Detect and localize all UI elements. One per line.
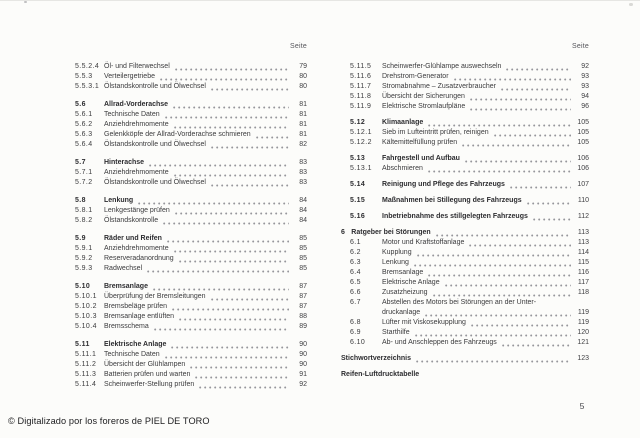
toc-entry-title: Scheinwerfer-Glühlampe auswechseln xyxy=(382,63,502,70)
toc-rows-right xyxy=(341,62,589,380)
toc-entry xyxy=(75,264,307,274)
toc-entry-number: 5.10.3 xyxy=(75,313,97,320)
toc-entry-page: 110 xyxy=(577,197,589,204)
toc-group xyxy=(341,62,589,112)
toc-entry-number: 6.9 xyxy=(350,329,361,336)
toc-entry-title: Inbetriebnahme des stillgelegten Fahrzeugs xyxy=(382,213,528,220)
dot-leader xyxy=(174,250,289,253)
toc-entry-page: 106 xyxy=(577,155,589,162)
toc-entry xyxy=(341,318,589,328)
dot-leader xyxy=(256,136,289,139)
toc-entry-page: 85 xyxy=(299,265,307,272)
toc-entry-title: Lenkung xyxy=(104,197,134,204)
toc-group xyxy=(341,196,589,206)
toc-entry xyxy=(75,244,307,254)
toc-entry xyxy=(341,164,589,174)
toc-entry xyxy=(341,138,589,148)
toc-entry-title: Technische Daten xyxy=(104,351,160,358)
toc-entry xyxy=(75,206,307,216)
toc-entry xyxy=(75,120,307,130)
toc-entry-page: 119 xyxy=(577,319,589,326)
dot-leader xyxy=(175,212,289,215)
toc-entry-page: 84 xyxy=(299,197,307,204)
toc-entry-title: Scheinwerfer-Stellung prüfen xyxy=(104,381,195,388)
seite-column-header: Seite xyxy=(572,43,589,50)
toc-entry-page: 84 xyxy=(299,207,307,214)
dot-leader xyxy=(211,88,289,91)
toc-entry xyxy=(341,128,589,138)
toc-entry-number: 5.11.4 xyxy=(75,381,97,388)
toc-entry-page: 83 xyxy=(299,169,307,176)
toc-entry-page: 81 xyxy=(299,101,307,108)
toc-entry-title: Klimaanlage xyxy=(382,119,424,126)
toc-entry-number: 5.9.1 xyxy=(75,245,93,252)
dot-leader xyxy=(153,288,289,291)
toc-entry-title: Bremsanlage xyxy=(104,283,148,290)
toc-entry-title: Allrad-Vorderachse xyxy=(104,101,169,108)
toc-entry-number: 6.2 xyxy=(350,249,361,256)
toc-entry xyxy=(341,328,589,338)
toc-entry-title: Verteilergetriebe xyxy=(104,73,155,80)
dot-leader xyxy=(501,88,571,91)
toc-entry xyxy=(75,158,307,168)
toc-entry-number: 6 xyxy=(341,229,346,236)
toc-entry-number: 5.11.2 xyxy=(75,361,97,368)
toc-entry-title: Elektrische Anlage xyxy=(104,341,167,348)
dot-leader xyxy=(510,186,571,189)
toc-entry xyxy=(75,254,307,264)
toc-entry-title: Technische Daten xyxy=(104,111,160,118)
dot-leader xyxy=(433,294,571,297)
toc-column-left xyxy=(75,42,307,390)
toc-entry-number: 5.6.1 xyxy=(75,111,93,118)
page-number: 5 xyxy=(579,401,585,411)
toc-entry-title: Motor und Kraftstoffanlage xyxy=(382,239,465,246)
dot-leader xyxy=(454,78,571,81)
toc-entry-number: 5.6.3 xyxy=(75,131,93,138)
toc-entry-page: 85 xyxy=(299,245,307,252)
toc-entry-number: 5.7.2 xyxy=(75,179,93,186)
toc-entry-page: 81 xyxy=(299,111,307,118)
toc-group xyxy=(341,354,589,364)
dot-leader xyxy=(506,68,571,71)
toc-column-right xyxy=(341,42,589,380)
toc-entry xyxy=(75,168,307,178)
dot-leader xyxy=(160,78,289,81)
toc-entry-title: Reifen-Luftdrucktabelle xyxy=(341,371,420,378)
dot-leader xyxy=(211,146,289,149)
toc-entry xyxy=(341,154,589,164)
toc-group xyxy=(341,118,589,148)
toc-entry-page: 115 xyxy=(577,259,589,266)
toc-group xyxy=(75,340,307,390)
toc-entry-title: Räder und Reifen xyxy=(104,235,162,242)
toc-entry-title: Ratgeber bei Störungen xyxy=(351,229,431,236)
toc-entry xyxy=(75,370,307,380)
toc-entry xyxy=(341,82,589,92)
toc-entry xyxy=(75,380,307,390)
dot-leader xyxy=(154,328,289,331)
toc-entry-page: 112 xyxy=(577,213,589,220)
dot-leader xyxy=(445,284,571,287)
toc-entry-title: Übersicht der Sicherungen xyxy=(382,93,465,100)
dot-leader xyxy=(416,360,571,363)
toc-entry-title: Stichwortverzeichnis xyxy=(341,355,412,362)
toc-entry-number: 6.6 xyxy=(350,289,361,296)
dot-leader xyxy=(172,308,289,311)
toc-rows-left xyxy=(75,62,307,390)
toc-entry-title: Ölstandskontrolle und Ölwechsel xyxy=(104,83,206,90)
toc-entry-number: 5.16 xyxy=(350,213,366,220)
dot-leader xyxy=(165,116,289,119)
toc-entry xyxy=(75,62,307,72)
toc-entry-number: 6.3 xyxy=(350,259,361,266)
dot-leader xyxy=(428,124,571,127)
toc-entry-page: 82 xyxy=(299,141,307,148)
toc-entry-page: 80 xyxy=(299,73,307,80)
toc-entry xyxy=(75,110,307,120)
toc-entry-number: 5.8 xyxy=(75,197,86,204)
toc-group xyxy=(341,212,589,222)
dot-leader xyxy=(428,170,571,173)
toc-entry-title: Bremsbeläge prüfen xyxy=(104,303,168,310)
toc-entry-number: 5.11.3 xyxy=(75,371,97,378)
toc-entry-number: 5.11.7 xyxy=(350,83,372,90)
toc-entry-page: 96 xyxy=(581,103,589,110)
dot-leader xyxy=(428,274,571,277)
toc-entry-number xyxy=(350,308,382,318)
toc-entry-title: druckanlage xyxy=(382,309,421,316)
toc-entry xyxy=(75,72,307,82)
toc-entry-page: 123 xyxy=(577,355,589,362)
toc-entry-title: Hinterachse xyxy=(104,159,145,166)
toc-entry-title: Anziehdrehmomente xyxy=(104,169,169,176)
dot-leader xyxy=(163,222,289,225)
toc-entry-page: 92 xyxy=(299,381,307,388)
dot-leader xyxy=(465,160,571,163)
scan-edge-line xyxy=(0,0,640,1)
toc-entry-number: 5.13 xyxy=(350,155,366,162)
toc-entry-number: 5.11.6 xyxy=(350,73,372,80)
toc-entry-title: Bremsschema xyxy=(104,323,149,330)
toc-entry xyxy=(341,278,589,288)
dot-leader xyxy=(470,98,571,101)
toc-entry xyxy=(75,350,307,360)
toc-entry xyxy=(75,140,307,150)
dot-leader xyxy=(462,144,571,147)
toc-entry xyxy=(341,72,589,82)
toc-entry-title: Sieb im Lufteintritt prüfen, reinigen xyxy=(382,129,489,136)
dot-leader xyxy=(211,184,289,187)
toc-entry-page: 87 xyxy=(299,293,307,300)
toc-entry-page: 90 xyxy=(299,361,307,368)
toc-entry-title: Elektrische Anlage xyxy=(382,279,440,286)
toc-entry-page: 83 xyxy=(299,179,307,186)
dot-leader xyxy=(195,376,289,379)
dot-leader xyxy=(417,254,571,257)
toc-entry xyxy=(75,312,307,322)
toc-entry-title: Lenkung xyxy=(382,259,409,266)
toc-entry-title: Kältemittelfüllung prüfen xyxy=(382,139,458,146)
toc-entry-title: Überprüfung der Bremsleitungen xyxy=(104,293,206,300)
toc-entry xyxy=(341,196,589,206)
toc-entry-title: Öl- und Filterwechsel xyxy=(104,63,170,70)
toc-entry-number: 5.12.1 xyxy=(350,129,372,136)
toc-entry-number: 5.7.1 xyxy=(75,169,93,176)
toc-entry-title: Abschmieren xyxy=(382,165,423,172)
toc-entry-title: Maßnahmen bei Stillegung des Fahrzeugs xyxy=(382,197,522,204)
toc-group xyxy=(75,100,307,150)
toc-entry-title: Reserveradanordnung xyxy=(104,255,174,262)
toc-entry-number: 5.7 xyxy=(75,159,86,166)
toc-group xyxy=(75,234,307,274)
toc-entry xyxy=(75,196,307,206)
toc-entry-page: 118 xyxy=(577,289,589,296)
toc-entry-page: 93 xyxy=(581,83,589,90)
toc-entry-title: Bremsanlage entlüften xyxy=(104,313,175,320)
toc-entry-page: 106 xyxy=(577,165,589,172)
toc-group xyxy=(341,228,589,348)
dot-leader xyxy=(138,202,289,205)
toc-entry xyxy=(75,82,307,92)
toc-entry-title: Anziehdrehmomente xyxy=(104,121,169,128)
toc-entry-page: 120 xyxy=(577,329,589,336)
dot-leader xyxy=(190,366,289,369)
toc-entry-title: Ölstandskontrolle xyxy=(104,217,159,224)
toc-entry-page: 113 xyxy=(577,229,589,236)
dot-leader xyxy=(171,346,289,349)
dot-leader xyxy=(199,386,289,389)
toc-entry-title: Übersicht der Glühlampen xyxy=(104,361,186,368)
toc-entry-number: 5.12.2 xyxy=(350,139,372,146)
toc-entry-title: Ölstandskontrolle und Ölwechsel xyxy=(104,179,206,186)
toc-entry-number: 6.8 xyxy=(350,319,361,326)
toc-entry-title: Lenkgestänge prüfen xyxy=(104,207,170,214)
scan-speck xyxy=(629,3,633,6)
toc-entry-title: Elektrische Stromlaufpläne xyxy=(382,103,466,110)
toc-entry-number: 5.14 xyxy=(350,181,366,188)
dot-leader xyxy=(174,174,289,177)
toc-entry-page: 84 xyxy=(299,217,307,224)
toc-entry-title: Ölstandskontrolle und Ölwechsel xyxy=(104,141,206,148)
dot-leader xyxy=(173,106,289,109)
toc-entry-number: 5.10.4 xyxy=(75,323,97,330)
toc-entry-page: 90 xyxy=(299,351,307,358)
toc-entry-title: Drehstrom-Generator xyxy=(382,73,449,80)
toc-group xyxy=(75,158,307,188)
toc-entry-number: 5.10 xyxy=(75,283,91,290)
toc-group xyxy=(341,370,589,380)
toc-entry xyxy=(75,130,307,140)
toc-entry-page: 89 xyxy=(299,323,307,330)
dot-leader xyxy=(494,134,571,137)
toc-entry xyxy=(341,298,589,308)
toc-entry-title: Starthilfe xyxy=(382,329,410,336)
toc-entry-number: 6.5 xyxy=(350,279,361,286)
toc-entry-page: 94 xyxy=(581,93,589,100)
toc-entry-page: 114 xyxy=(577,249,589,256)
toc-entry xyxy=(75,340,307,350)
toc-group xyxy=(75,282,307,332)
toc-entry-number: 5.5.2.4 xyxy=(75,63,100,70)
dot-leader xyxy=(469,244,571,247)
toc-entry-page: 119 xyxy=(577,309,589,316)
toc-entry-title: Fahrgestell und Aufbau xyxy=(382,155,460,162)
dot-leader xyxy=(470,108,571,111)
toc-entry xyxy=(341,248,589,258)
toc-entry-number: 6.7 xyxy=(350,299,361,306)
toc-entry-title: Kupplung xyxy=(382,249,412,256)
toc-entry-number: 5.8.1 xyxy=(75,207,93,214)
toc-entry-page: 87 xyxy=(299,303,307,310)
toc-entry xyxy=(341,354,589,364)
toc-entry-title: Gelenkköpfe der Allrad-Vorderachse schmieren xyxy=(104,131,251,138)
dot-leader xyxy=(533,218,571,221)
toc-entry-title: Abstellen des Motors bei Störungen an der Unter- xyxy=(382,299,537,306)
toc-entry-title: Reinigung und Pflege des Fahrzeugs xyxy=(382,181,505,188)
toc-entry-page: 105 xyxy=(577,139,589,146)
toc-entry-page: 107 xyxy=(577,181,589,188)
dot-leader xyxy=(527,202,571,205)
toc-entry-page: 91 xyxy=(299,371,307,378)
toc-entry-number: 5.6 xyxy=(75,101,86,108)
toc-entry xyxy=(75,216,307,226)
toc-group xyxy=(75,196,307,226)
toc-entry-page: 116 xyxy=(577,269,589,276)
toc-entry xyxy=(341,62,589,72)
toc-entry-page: 83 xyxy=(299,159,307,166)
toc-entry-page: 87 xyxy=(299,283,307,290)
toc-entry-page: 105 xyxy=(577,129,589,136)
toc-entry-page: 85 xyxy=(299,235,307,242)
toc-entry-page: 81 xyxy=(299,121,307,128)
toc-entry xyxy=(75,100,307,110)
toc-entry xyxy=(341,370,589,380)
toc-entry xyxy=(341,308,589,318)
toc-entry-page: 88 xyxy=(299,313,307,320)
dot-leader xyxy=(167,240,289,243)
dot-leader xyxy=(425,314,571,317)
toc-entry-page: 92 xyxy=(581,63,589,70)
toc-entry-page: 117 xyxy=(577,279,589,286)
toc-entry xyxy=(341,268,589,278)
toc-entry-title: Ab- und Anschleppen des Fahrzeugs xyxy=(382,339,497,346)
toc-entry-page: 79 xyxy=(299,63,307,70)
toc-entry-page: 121 xyxy=(577,339,589,346)
toc-entry xyxy=(341,102,589,112)
toc-entry-page: 80 xyxy=(299,83,307,90)
dot-leader xyxy=(471,324,571,327)
toc-entry-number: 5.5.3.1 xyxy=(75,83,100,90)
toc-entry-number: 5.9 xyxy=(75,235,86,242)
toc-entry-number: 6.1 xyxy=(350,239,361,246)
toc-entry-number: 5.15 xyxy=(350,197,366,204)
dot-leader xyxy=(502,344,571,347)
toc-entry-number: 5.6.4 xyxy=(75,141,93,148)
toc-group xyxy=(75,62,307,92)
dot-leader xyxy=(165,356,289,359)
dot-leader xyxy=(147,270,289,273)
toc-entry-number: 5.13.1 xyxy=(350,165,372,172)
toc-entry-number: 5.11.8 xyxy=(350,93,372,100)
toc-entry-number: 6.4 xyxy=(350,269,361,276)
dot-leader xyxy=(179,260,289,263)
toc-entry-page: 113 xyxy=(577,239,589,246)
toc-entry-title: Stromabnahme – Zusatzverbraucher xyxy=(382,83,496,90)
toc-entry-number: 5.9.2 xyxy=(75,255,93,262)
toc-entry xyxy=(75,282,307,292)
toc-entry-number: 6.10 xyxy=(350,339,366,346)
toc-entry xyxy=(341,228,589,238)
toc-entry-page: 105 xyxy=(577,119,589,126)
toc-entry-number: 5.5.3 xyxy=(75,73,93,80)
dot-leader xyxy=(436,234,571,237)
dot-leader xyxy=(211,298,289,301)
toc-entry-number: 5.11.1 xyxy=(75,351,97,358)
toc-entry xyxy=(75,322,307,332)
toc-entry-title: Zusatzheizung xyxy=(382,289,428,296)
toc-entry-page: 81 xyxy=(299,131,307,138)
toc-entry-title: Lüfter mit Viskosekupplung xyxy=(382,319,466,326)
toc-entry xyxy=(75,178,307,188)
toc-group xyxy=(341,180,589,190)
toc-entry-title: Anziehdrehmomente xyxy=(104,245,169,252)
toc-entry-number: 5.11.5 xyxy=(350,63,372,70)
dot-leader xyxy=(179,318,289,321)
seite-column-header: Seite xyxy=(290,43,307,50)
toc-entry-page: 93 xyxy=(581,73,589,80)
dot-leader xyxy=(175,68,289,71)
toc-entry-page: 85 xyxy=(299,255,307,262)
toc-entry xyxy=(341,338,589,348)
toc-group xyxy=(341,154,589,174)
dot-leader xyxy=(149,164,289,167)
toc-entry-page: 90 xyxy=(299,341,307,348)
dot-leader xyxy=(174,126,289,129)
toc-entry-number: 5.11.9 xyxy=(350,103,372,110)
toc-entry xyxy=(75,234,307,244)
toc-entry-title: Bremsanlage xyxy=(382,269,424,276)
toc-entry xyxy=(341,180,589,190)
toc-entry xyxy=(341,258,589,268)
scan-speck xyxy=(24,1,27,3)
toc-entry-number: 5.9.3 xyxy=(75,265,93,272)
toc-entry xyxy=(75,360,307,370)
toc-entry-number: 5.6.2 xyxy=(75,121,93,128)
toc-entry xyxy=(341,238,589,248)
toc-entry-number: 5.11 xyxy=(75,341,90,348)
toc-entry-number: 5.8.2 xyxy=(75,217,93,224)
toc-entry xyxy=(341,118,589,128)
toc-entry xyxy=(75,302,307,312)
toc-entry-number: 5.10.2 xyxy=(75,303,97,310)
toc-entry xyxy=(341,212,589,222)
toc-entry-title: Radwechsel xyxy=(104,265,143,272)
toc-entry xyxy=(341,288,589,298)
toc-entry-title: Batterien prüfen und warten xyxy=(104,371,191,378)
toc-entry-number: 5.12 xyxy=(350,119,366,126)
toc-entry-number: 5.10.1 xyxy=(75,293,97,300)
dot-leader xyxy=(414,264,571,267)
dot-leader xyxy=(415,334,571,337)
toc-entry xyxy=(341,92,589,102)
toc-entry xyxy=(75,292,307,302)
watermark-text: © Digitalizado por los foreros de PIEL DE TORO xyxy=(8,416,210,426)
